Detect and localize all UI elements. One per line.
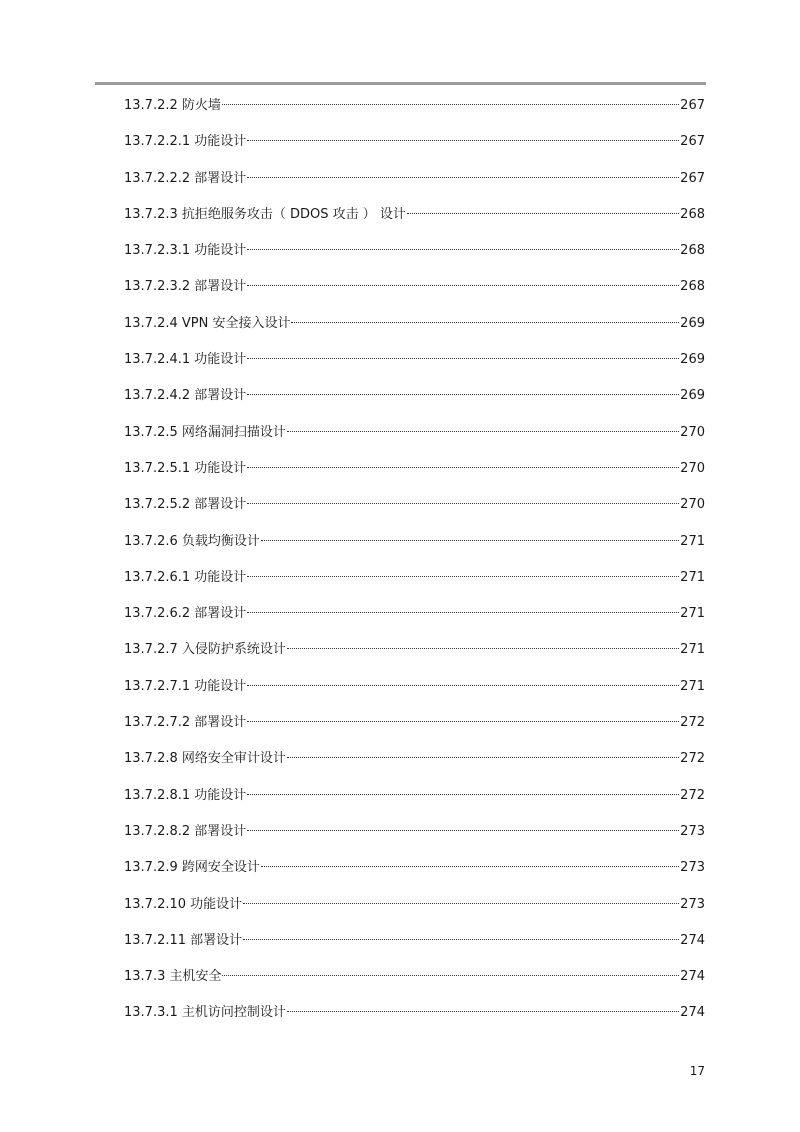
toc-entry-title: 13.7.2.7.1 功能设计	[124, 678, 247, 694]
toc-entry-title: 13.7.2.2.1 功能设计	[124, 134, 247, 150]
toc-entry-page: 271	[680, 569, 705, 585]
toc-entry-page: 267	[680, 170, 705, 186]
toc-dot-leader	[243, 939, 679, 940]
toc-dot-leader	[247, 830, 679, 831]
toc-entry-title: 13.7.2.8.1 功能设计	[124, 787, 247, 803]
toc-entry-title: 13.7.2.10 功能设计	[124, 896, 243, 912]
toc-entry-page: 269	[680, 388, 705, 404]
toc-entry[interactable]	[124, 314, 705, 350]
toc-entry-page: 274	[680, 932, 705, 948]
toc-entry-page: 267	[680, 98, 705, 113]
toc-dot-leader	[247, 249, 679, 250]
toc-entry-page: 274	[680, 1005, 705, 1021]
toc-dot-leader	[261, 866, 679, 867]
toc-entry-title: 13.7.2.5.1 功能设计	[124, 460, 247, 476]
toc-dot-leader	[247, 358, 679, 359]
header-rule	[95, 82, 706, 85]
toc-entry-title: 13.7.2.6.2 部署设计	[124, 606, 247, 622]
toc-dot-leader	[247, 177, 679, 178]
toc-entry-page: 273	[680, 860, 705, 876]
toc-dot-leader	[247, 721, 679, 722]
toc-entry-page: 269	[680, 315, 705, 331]
toc-entry-title: 13.7.2.4.2 部署设计	[124, 388, 247, 404]
toc-entry-page: 271	[680, 678, 705, 694]
toc-entry[interactable]	[124, 459, 705, 495]
toc-entry[interactable]	[124, 96, 705, 132]
table-of-contents	[124, 96, 705, 1040]
toc-dot-leader	[247, 685, 679, 686]
toc-entry-title: 13.7.2.7.2 部署设计	[124, 715, 247, 731]
toc-entry-title: 13.7.2.8 网络安全审计设计	[124, 751, 286, 767]
toc-entry-title: 13.7.2.5.2 部署设计	[124, 497, 247, 513]
toc-dot-leader	[247, 140, 679, 141]
toc-entry-page: 270	[680, 460, 705, 476]
toc-entry-title: 13.7.2.4.1 功能设计	[124, 352, 247, 368]
toc-dot-leader	[287, 648, 679, 649]
toc-entry[interactable]	[124, 205, 705, 241]
toc-entry-title: 13.7.2.6.1 功能设计	[124, 569, 247, 585]
toc-entry-title: 13.7.2.2 防火墙	[124, 98, 221, 113]
toc-entry[interactable]	[124, 132, 705, 168]
toc-entry[interactable]	[124, 241, 705, 277]
toc-dot-leader	[222, 975, 679, 976]
toc-entry-page: 273	[680, 896, 705, 912]
toc-entry[interactable]	[124, 677, 705, 713]
toc-entry-page: 270	[680, 424, 705, 440]
toc-entry[interactable]	[124, 967, 705, 1003]
toc-entry-page: 268	[680, 243, 705, 259]
toc-dot-leader	[247, 794, 679, 795]
toc-entry-page: 268	[680, 279, 705, 295]
toc-dot-leader	[222, 104, 679, 105]
toc-entry-title: 13.7.2.8.2 部署设计	[124, 823, 247, 839]
toc-dot-leader	[407, 213, 679, 214]
toc-entry-title: 13.7.2.6 负载均衡设计	[124, 533, 260, 549]
toc-entry[interactable]	[124, 423, 705, 459]
toc-entry[interactable]	[124, 169, 705, 205]
toc-entry-page: 268	[680, 206, 705, 222]
toc-dot-leader	[243, 903, 679, 904]
toc-entry[interactable]	[124, 568, 705, 604]
toc-entry-page: 273	[680, 823, 705, 839]
toc-entry-title: 13.7.2.9 跨网安全设计	[124, 860, 260, 876]
toc-entry[interactable]	[124, 895, 705, 931]
toc-entry-page: 271	[680, 642, 705, 658]
toc-entry[interactable]	[124, 931, 705, 967]
toc-entry-page: 271	[680, 533, 705, 549]
toc-entry[interactable]	[124, 713, 705, 749]
toc-entry[interactable]	[124, 786, 705, 822]
toc-dot-leader	[247, 394, 679, 395]
toc-entry[interactable]	[124, 350, 705, 386]
toc-entry-title: 13.7.2.3 抗拒绝服务攻击（ DDOS 攻击 ） 设计	[124, 206, 406, 222]
toc-dot-leader	[247, 612, 679, 613]
toc-entry-title: 13.7.2.2.2 部署设计	[124, 170, 247, 186]
toc-entry-page: 272	[680, 751, 705, 767]
toc-entry-title: 13.7.3.1 主机访问控制设计	[124, 1005, 286, 1021]
toc-dot-leader	[287, 431, 679, 432]
toc-entry-page: 269	[680, 352, 705, 368]
toc-dot-leader	[291, 322, 679, 323]
toc-dot-leader	[247, 285, 679, 286]
toc-dot-leader	[287, 757, 679, 758]
toc-entry-page: 272	[680, 787, 705, 803]
toc-entry-page: 272	[680, 715, 705, 731]
toc-entry-title: 13.7.2.4 VPN 安全接入设计	[124, 315, 291, 331]
toc-entry[interactable]	[124, 822, 705, 858]
toc-entry-title: 13.7.3 主机安全	[124, 969, 222, 985]
toc-entry[interactable]	[124, 858, 705, 894]
toc-entry[interactable]	[124, 495, 705, 531]
toc-entry-title: 13.7.2.11 部署设计	[124, 932, 243, 948]
toc-entry-title: 13.7.2.3.2 部署设计	[124, 279, 247, 295]
toc-dot-leader	[261, 540, 679, 541]
toc-entry[interactable]	[124, 604, 705, 640]
toc-entry-page: 274	[680, 969, 705, 985]
toc-dot-leader	[247, 467, 679, 468]
toc-entry[interactable]	[124, 532, 705, 568]
toc-entry-page: 271	[680, 606, 705, 622]
toc-entry[interactable]	[124, 640, 705, 676]
toc-dot-leader	[287, 1011, 679, 1012]
toc-entry-title: 13.7.2.3.1 功能设计	[124, 243, 247, 259]
toc-entry-title: 13.7.2.5 网络漏洞扫描设计	[124, 424, 286, 440]
toc-entry-page: 270	[680, 497, 705, 513]
toc-entry[interactable]	[124, 386, 705, 422]
page-number: 17	[689, 1064, 705, 1078]
toc-dot-leader	[247, 576, 679, 577]
toc-dot-leader	[247, 503, 679, 504]
toc-entry[interactable]	[124, 749, 705, 785]
toc-entry[interactable]	[124, 277, 705, 313]
toc-entry-page: 267	[680, 134, 705, 150]
toc-entry[interactable]	[124, 1003, 705, 1039]
toc-entry-title: 13.7.2.7 入侵防护系统设计	[124, 642, 286, 658]
